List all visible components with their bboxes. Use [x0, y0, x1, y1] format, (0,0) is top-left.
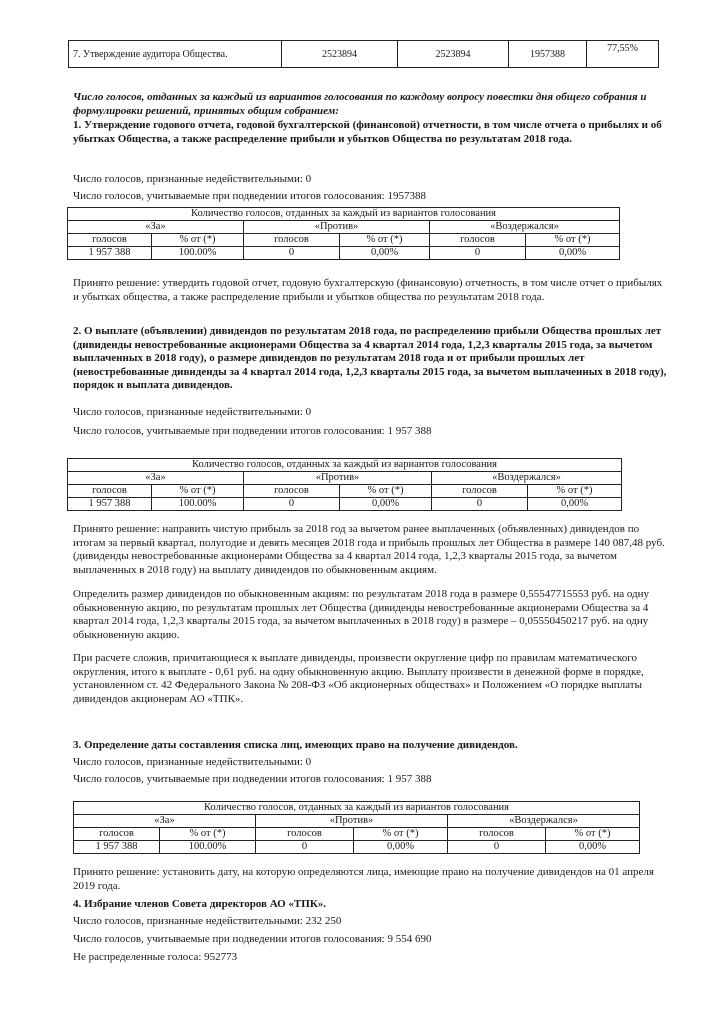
q4-counted-votes: Число голосов, учитываемые при подведении итогов голосования: 9 554 690 [73, 933, 432, 945]
q3-title: 3. Определение даты составления списка лиц, имеющих право на получение дивидендов. [73, 739, 518, 751]
vote-against-header: «Против» [256, 815, 448, 828]
against-percent-cell: 0,00% [340, 498, 432, 511]
q4-title: 4. Избрание членов Совета директоров АО «ТПК». [73, 898, 327, 910]
vote-for-header: «За» [74, 815, 256, 828]
percent-col-header: % от (*) [340, 234, 430, 247]
q2-decision-1: Принято решение: направить чистую прибыль за 2018 год за вычетом ранее выплаченных (объявленных) дивидендов по итогам за первый квартал, полугодие и девять месяцев 2018 года и прибыль прошлых лет Общества в размере 140 087,48 руб. (дивиденды невостребованные акционерами Общества за 4 квартал 2014 года, 1,2,3 кварталы 2015 года, за вычетом выплаченных в 2018 году) на выплату дивидендов по обыкновенным акциям. [73, 523, 665, 576]
q1-invalid-votes: Число голосов, признанные недействительными: 0 [73, 173, 312, 185]
abstain-percent-cell: 0,00% [546, 841, 640, 854]
against-votes-cell: 0 [244, 247, 340, 260]
q1-title: 1. Утверждение годового отчета, годовой бухгалтерской (финансовой) отчетности, в том числе отчета о прибылях и об убытках Общества, а также распределение прибыли и убытков Общества по результатам 2018 года. [73, 119, 662, 145]
against-votes-cell: 0 [244, 498, 340, 511]
votes-col-header: голосов [68, 234, 152, 247]
q4-undistributed-votes: Не распределенные голоса: 952773 [73, 951, 238, 963]
table-row [68, 498, 622, 511]
percent-col-header: % от (*) [152, 234, 244, 247]
vote-for-header: «За» [68, 221, 244, 234]
vote-table-title: Количество голосов, отданных за каждый из вариантов голосования [68, 208, 620, 221]
table-row [69, 41, 659, 68]
against-percent-cell: 0,00% [354, 841, 448, 854]
table-row [74, 841, 640, 854]
votes-col-header: голосов [448, 828, 546, 841]
for-votes-cell: 1 957 388 [68, 498, 152, 511]
q2-counted-votes: Число голосов, учитываемые при подведении итогов голосования: 1 957 388 [73, 425, 432, 437]
vote-against-header: «Против» [244, 472, 432, 485]
agenda-item-cell: 7. Утверждение аудитора Общества. [69, 41, 282, 68]
votes-col-header: голосов [430, 234, 526, 247]
q2-vote-table [67, 458, 622, 511]
q3-vote-table [73, 801, 640, 854]
abstain-percent-cell: 0,00% [528, 498, 622, 511]
for-votes-cell: 1 957 388 [74, 841, 160, 854]
q2-decision-3: При расчете сложив, причитающиеся к выплате дивиденды, произвести округление цифр по правилам математического округления, итого к выплате - 0,61 руб. на одну обыкновенную акцию. Выплату произвести в денежной форме в порядке, установленном ст. 42 Федерального Закона № 208-ФЗ «Об акционерных обществах» и Положением «О порядке выплаты дивидендов акционерам АО «ТПК». [73, 652, 644, 705]
quorum-percent-cell: 77,55% [587, 41, 659, 68]
vote-for-header: «За» [68, 472, 244, 485]
q2-decision-2: Определить размер дивидендов по обыкновенным акциям: по результатам 2018 года в размере 0,55547715553 руб. на одну обыкновенную акцию, по результатам прошлых лет Общества (дивиденды невостребованные акционерами Общества за 4 квартал 2014 года, 1,2,3 кварталы 2015 года, за вычетом выплаченных в 2018 году) в размере – 0,05550450217 руб. на одну обыкновенную акцию. [73, 588, 650, 641]
q4-invalid-votes: Число голосов, признанные недействительными: 232 250 [73, 915, 342, 927]
vote-table-title: Количество голосов, отданных за каждый из вариантов голосования [74, 802, 640, 815]
for-percent-cell: 100.00% [160, 841, 256, 854]
percent-col-header: % от (*) [340, 485, 432, 498]
vote-against-header: «Против» [244, 221, 430, 234]
q3-counted-votes: Число голосов, учитываемые при подведении итогов голосования: 1 957 388 [73, 773, 432, 785]
abstain-votes-cell: 0 [430, 247, 526, 260]
q3-decision: Принято решение: установить дату, на которую определяются лица, имеющие право на получение дивидендов на 01 апреля 2019 года. [73, 866, 654, 892]
votes-col-header: голосов [432, 485, 528, 498]
for-votes-cell: 1 957 388 [68, 247, 152, 260]
q1-vote-table [67, 207, 620, 260]
vote-abstain-header: «Воздержался» [430, 221, 620, 234]
q3-invalid-votes: Число голосов, признанные недействительными: 0 [73, 756, 312, 768]
votes-col-header: голосов [244, 234, 340, 247]
percent-col-header: % от (*) [528, 485, 622, 498]
vote-table-title: Количество голосов, отданных за каждый из вариантов голосования [68, 459, 622, 472]
percent-col-header: % от (*) [160, 828, 256, 841]
votes-col-header: голосов [68, 485, 152, 498]
percent-col-header: % от (*) [546, 828, 640, 841]
percent-col-header: % от (*) [354, 828, 448, 841]
vote-abstain-header: «Воздержался» [432, 472, 622, 485]
q2-invalid-votes: Число голосов, признанные недействительными: 0 [73, 406, 312, 418]
table-row [68, 247, 620, 260]
abstain-votes-cell: 0 [432, 498, 528, 511]
percent-col-header: % от (*) [526, 234, 620, 247]
for-percent-cell: 100.00% [152, 498, 244, 511]
shares-total-cell: 2523894 [282, 41, 398, 68]
percent-col-header: % от (*) [152, 485, 244, 498]
against-percent-cell: 0,00% [340, 247, 430, 260]
votes-total-cell: 2523894 [398, 41, 509, 68]
agenda-summary-table [68, 40, 659, 68]
abstain-percent-cell: 0,00% [526, 247, 620, 260]
votes-col-header: голосов [256, 828, 354, 841]
q2-title: 2. О выплате (объявлении) дивидендов по результатам 2018 года, по распределению прибыли Общества прошлых лет (дивиденды невостребованные акционерами Общества за 4 квартал 2014 года, 1,2,3 кварталы 2015 года, за вычетом выплаченных в 2018 году), о размере дивидендов по результатам 2018 года и от прибыли прошлых лет (невостребованные дивиденды за 4 квартал 2014 года, 1,2,3 кварталы 2015 года, за вычетом выплаченных в 2018 году), порядок и выплата дивидендов. [73, 325, 667, 392]
intro-heading: Число голосов, отданных за каждый из вариантов голосования по каждому вопросу повестки дня общего собрания и формулировки решений, принятых общим собранием: [73, 91, 647, 117]
q1-counted-votes: Число голосов, учитываемые при подведении итогов голосования: 1957388 [73, 190, 426, 202]
against-votes-cell: 0 [256, 841, 354, 854]
for-percent-cell: 100.00% [152, 247, 244, 260]
votes-present-cell: 1957388 [509, 41, 587, 68]
votes-col-header: голосов [74, 828, 160, 841]
q1-decision: Принято решение: утвердить годовой отчет, годовую бухгалтерскую (финансовую) отчетность, в том числе отчет о прибылях и убытках общества, а также распределение прибыли и убытков общества по результатам 2018 года. [73, 277, 663, 303]
vote-abstain-header: «Воздержался» [448, 815, 640, 828]
abstain-votes-cell: 0 [448, 841, 546, 854]
votes-col-header: голосов [244, 485, 340, 498]
